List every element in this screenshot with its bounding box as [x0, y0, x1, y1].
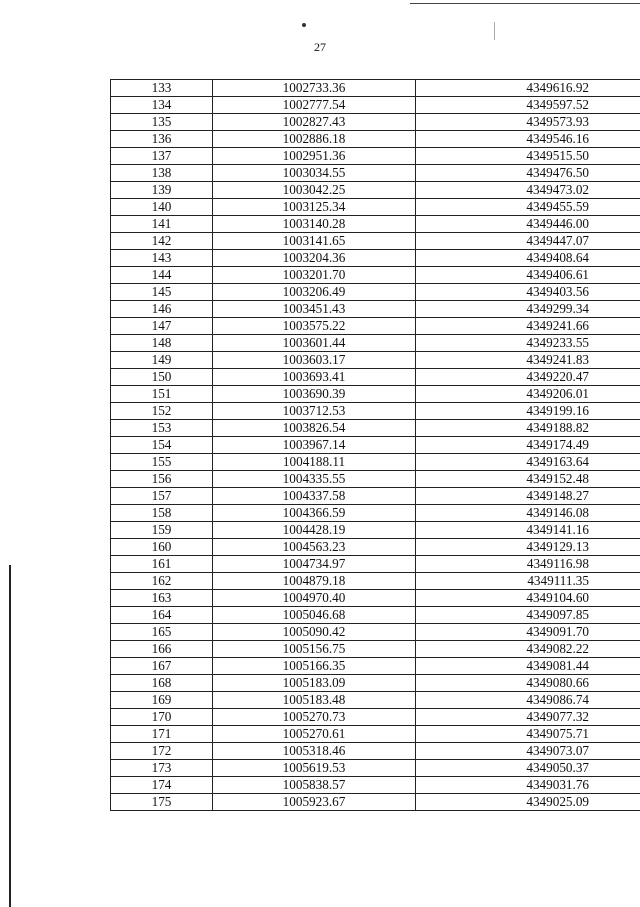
y-coordinate-cell: 4349174.49	[416, 437, 640, 454]
x-coordinate-cell: 1004563.23	[213, 539, 416, 556]
y-coordinate-cell: 4349573.93	[416, 114, 640, 131]
x-coordinate-cell: 1003690.39	[213, 386, 416, 403]
point-number-cell: 164	[111, 607, 213, 624]
y-coordinate-cell: 4349091.70	[416, 624, 640, 641]
x-coordinate-cell: 1002827.43	[213, 114, 416, 131]
x-coordinate-cell: 1003575.22	[213, 318, 416, 335]
y-coordinate-cell: 4349299.34	[416, 301, 640, 318]
table-row	[111, 199, 640, 216]
y-coordinate-cell: 4349086.74	[416, 692, 640, 709]
y-coordinate-cell: 4349075.71	[416, 726, 640, 743]
table-row	[111, 556, 640, 573]
table-row	[111, 675, 640, 692]
x-coordinate-cell: 1003141.65	[213, 233, 416, 250]
table-row	[111, 165, 640, 182]
point-number-cell: 152	[111, 403, 213, 420]
x-coordinate-cell: 1003826.54	[213, 420, 416, 437]
y-coordinate-cell: 4349073.07	[416, 743, 640, 760]
y-coordinate-cell: 4349111.35	[416, 573, 640, 590]
x-coordinate-cell: 1005046.68	[213, 607, 416, 624]
table-row	[111, 216, 640, 233]
x-coordinate-cell: 1004337.58	[213, 488, 416, 505]
y-coordinate-cell: 4349408.64	[416, 250, 640, 267]
table-row	[111, 692, 640, 709]
x-coordinate-cell: 1003140.28	[213, 216, 416, 233]
y-coordinate-cell: 4349597.52	[416, 97, 640, 114]
y-coordinate-cell: 4349097.85	[416, 607, 640, 624]
y-coordinate-cell: 4349082.22	[416, 641, 640, 658]
point-number-cell: 141	[111, 216, 213, 233]
y-coordinate-cell: 4349206.01	[416, 386, 640, 403]
y-coordinate-cell: 4349241.83	[416, 352, 640, 369]
y-coordinate-cell: 4349188.82	[416, 420, 640, 437]
point-number-cell: 157	[111, 488, 213, 505]
point-number-cell: 135	[111, 114, 213, 131]
y-coordinate-cell: 4349455.59	[416, 199, 640, 216]
y-coordinate-cell: 4349473.02	[416, 182, 640, 199]
table-row	[111, 233, 640, 250]
table-row	[111, 726, 640, 743]
x-coordinate-cell: 1003206.49	[213, 284, 416, 301]
point-number-cell: 173	[111, 760, 213, 777]
point-number-cell: 133	[111, 80, 213, 97]
x-coordinate-cell: 1005166.35	[213, 658, 416, 675]
point-number-cell: 167	[111, 658, 213, 675]
x-coordinate-cell: 1004879.18	[213, 573, 416, 590]
x-coordinate-cell: 1005270.61	[213, 726, 416, 743]
point-number-cell: 160	[111, 539, 213, 556]
x-coordinate-cell: 1002886.18	[213, 131, 416, 148]
x-coordinate-cell: 1005156.75	[213, 641, 416, 658]
point-number-cell: 145	[111, 284, 213, 301]
table-row	[111, 80, 640, 97]
y-coordinate-cell: 4349616.92	[416, 80, 640, 97]
point-number-cell: 137	[111, 148, 213, 165]
point-number-cell: 158	[111, 505, 213, 522]
y-coordinate-cell: 4349476.50	[416, 165, 640, 182]
table-row	[111, 267, 640, 284]
y-coordinate-cell: 4349220.47	[416, 369, 640, 386]
table-row	[111, 352, 640, 369]
y-coordinate-cell: 4349446.00	[416, 216, 640, 233]
point-number-cell: 147	[111, 318, 213, 335]
point-number-cell: 155	[111, 454, 213, 471]
point-number-cell: 142	[111, 233, 213, 250]
point-number-cell: 146	[111, 301, 213, 318]
table-row	[111, 539, 640, 556]
x-coordinate-cell: 1004188.11	[213, 454, 416, 471]
table-row	[111, 403, 640, 420]
x-coordinate-cell: 1004335.55	[213, 471, 416, 488]
coordinates-table	[110, 79, 640, 811]
point-number-cell: 168	[111, 675, 213, 692]
table-row	[111, 522, 640, 539]
table-row	[111, 488, 640, 505]
table-row	[111, 284, 640, 301]
x-coordinate-cell: 1003204.36	[213, 250, 416, 267]
y-coordinate-cell: 4349104.60	[416, 590, 640, 607]
point-number-cell: 143	[111, 250, 213, 267]
table-row	[111, 369, 640, 386]
y-coordinate-cell: 4349050.37	[416, 760, 640, 777]
x-coordinate-cell: 1003451.43	[213, 301, 416, 318]
point-number-cell: 162	[111, 573, 213, 590]
table-row	[111, 420, 640, 437]
x-coordinate-cell: 1003967.14	[213, 437, 416, 454]
x-coordinate-cell: 1004970.40	[213, 590, 416, 607]
point-number-cell: 136	[111, 131, 213, 148]
y-coordinate-cell: 4349233.55	[416, 335, 640, 352]
point-number-cell: 174	[111, 777, 213, 794]
table-row	[111, 437, 640, 454]
x-coordinate-cell: 1003042.25	[213, 182, 416, 199]
table-row	[111, 148, 640, 165]
point-number-cell: 153	[111, 420, 213, 437]
table-row	[111, 743, 640, 760]
table-row	[111, 182, 640, 199]
y-coordinate-cell: 4349129.13	[416, 539, 640, 556]
table-row	[111, 777, 640, 794]
y-coordinate-cell: 4349406.61	[416, 267, 640, 284]
table-row	[111, 301, 640, 318]
x-coordinate-cell: 1003712.53	[213, 403, 416, 420]
x-coordinate-cell: 1003693.41	[213, 369, 416, 386]
table-row	[111, 641, 640, 658]
point-number-cell: 139	[111, 182, 213, 199]
table-row	[111, 794, 640, 811]
y-coordinate-cell: 4349515.50	[416, 148, 640, 165]
table-row	[111, 471, 640, 488]
x-coordinate-cell: 1005318.46	[213, 743, 416, 760]
point-number-cell: 149	[111, 352, 213, 369]
table-row	[111, 131, 640, 148]
y-coordinate-cell: 4349031.76	[416, 777, 640, 794]
page-number: 27	[0, 40, 640, 55]
point-number-cell: 151	[111, 386, 213, 403]
x-coordinate-cell: 1003601.44	[213, 335, 416, 352]
x-coordinate-cell: 1005090.42	[213, 624, 416, 641]
table-row	[111, 250, 640, 267]
x-coordinate-cell: 1005619.53	[213, 760, 416, 777]
point-number-cell: 159	[111, 522, 213, 539]
point-number-cell: 165	[111, 624, 213, 641]
point-number-cell: 150	[111, 369, 213, 386]
point-number-cell: 163	[111, 590, 213, 607]
point-number-cell: 140	[111, 199, 213, 216]
point-number-cell: 134	[111, 97, 213, 114]
point-number-cell: 171	[111, 726, 213, 743]
table-row	[111, 607, 640, 624]
table-row	[111, 573, 640, 590]
x-coordinate-cell: 1005923.67	[213, 794, 416, 811]
y-coordinate-cell: 4349241.66	[416, 318, 640, 335]
table-row	[111, 709, 640, 726]
point-number-cell: 148	[111, 335, 213, 352]
table-row	[111, 505, 640, 522]
x-coordinate-cell: 1003201.70	[213, 267, 416, 284]
coordinates-table-body	[111, 80, 640, 811]
point-number-cell: 161	[111, 556, 213, 573]
y-coordinate-cell: 4349403.56	[416, 284, 640, 301]
scan-speck	[494, 22, 495, 40]
table-row	[111, 97, 640, 114]
point-number-cell: 175	[111, 794, 213, 811]
x-coordinate-cell: 1004366.59	[213, 505, 416, 522]
y-coordinate-cell: 4349199.16	[416, 403, 640, 420]
point-number-cell: 170	[111, 709, 213, 726]
scan-binding-edge	[9, 565, 11, 907]
y-coordinate-cell: 4349081.44	[416, 658, 640, 675]
table-row	[111, 114, 640, 131]
scan-border-line	[410, 3, 640, 4]
x-coordinate-cell: 1005270.73	[213, 709, 416, 726]
y-coordinate-cell: 4349152.48	[416, 471, 640, 488]
x-coordinate-cell: 1002733.36	[213, 80, 416, 97]
y-coordinate-cell: 4349447.07	[416, 233, 640, 250]
point-number-cell: 156	[111, 471, 213, 488]
table-row	[111, 590, 640, 607]
point-number-cell: 166	[111, 641, 213, 658]
y-coordinate-cell: 4349116.98	[416, 556, 640, 573]
table-row	[111, 760, 640, 777]
point-number-cell: 154	[111, 437, 213, 454]
x-coordinate-cell: 1003125.34	[213, 199, 416, 216]
y-coordinate-cell: 4349141.16	[416, 522, 640, 539]
y-coordinate-cell: 4349077.32	[416, 709, 640, 726]
x-coordinate-cell: 1004734.97	[213, 556, 416, 573]
scan-speck	[302, 23, 306, 27]
y-coordinate-cell: 4349080.66	[416, 675, 640, 692]
point-number-cell: 138	[111, 165, 213, 182]
x-coordinate-cell: 1004428.19	[213, 522, 416, 539]
table-row	[111, 658, 640, 675]
table-row	[111, 386, 640, 403]
y-coordinate-cell: 4349163.64	[416, 454, 640, 471]
table-row	[111, 335, 640, 352]
x-coordinate-cell: 1002777.54	[213, 97, 416, 114]
x-coordinate-cell: 1003034.55	[213, 165, 416, 182]
y-coordinate-cell: 4349146.08	[416, 505, 640, 522]
x-coordinate-cell: 1002951.36	[213, 148, 416, 165]
x-coordinate-cell: 1005183.09	[213, 675, 416, 692]
y-coordinate-cell: 4349025.09	[416, 794, 640, 811]
point-number-cell: 169	[111, 692, 213, 709]
point-number-cell: 172	[111, 743, 213, 760]
table-row	[111, 454, 640, 471]
y-coordinate-cell: 4349546.16	[416, 131, 640, 148]
x-coordinate-cell: 1005838.57	[213, 777, 416, 794]
x-coordinate-cell: 1003603.17	[213, 352, 416, 369]
x-coordinate-cell: 1005183.48	[213, 692, 416, 709]
table-row	[111, 624, 640, 641]
table-row	[111, 318, 640, 335]
y-coordinate-cell: 4349148.27	[416, 488, 640, 505]
point-number-cell: 144	[111, 267, 213, 284]
